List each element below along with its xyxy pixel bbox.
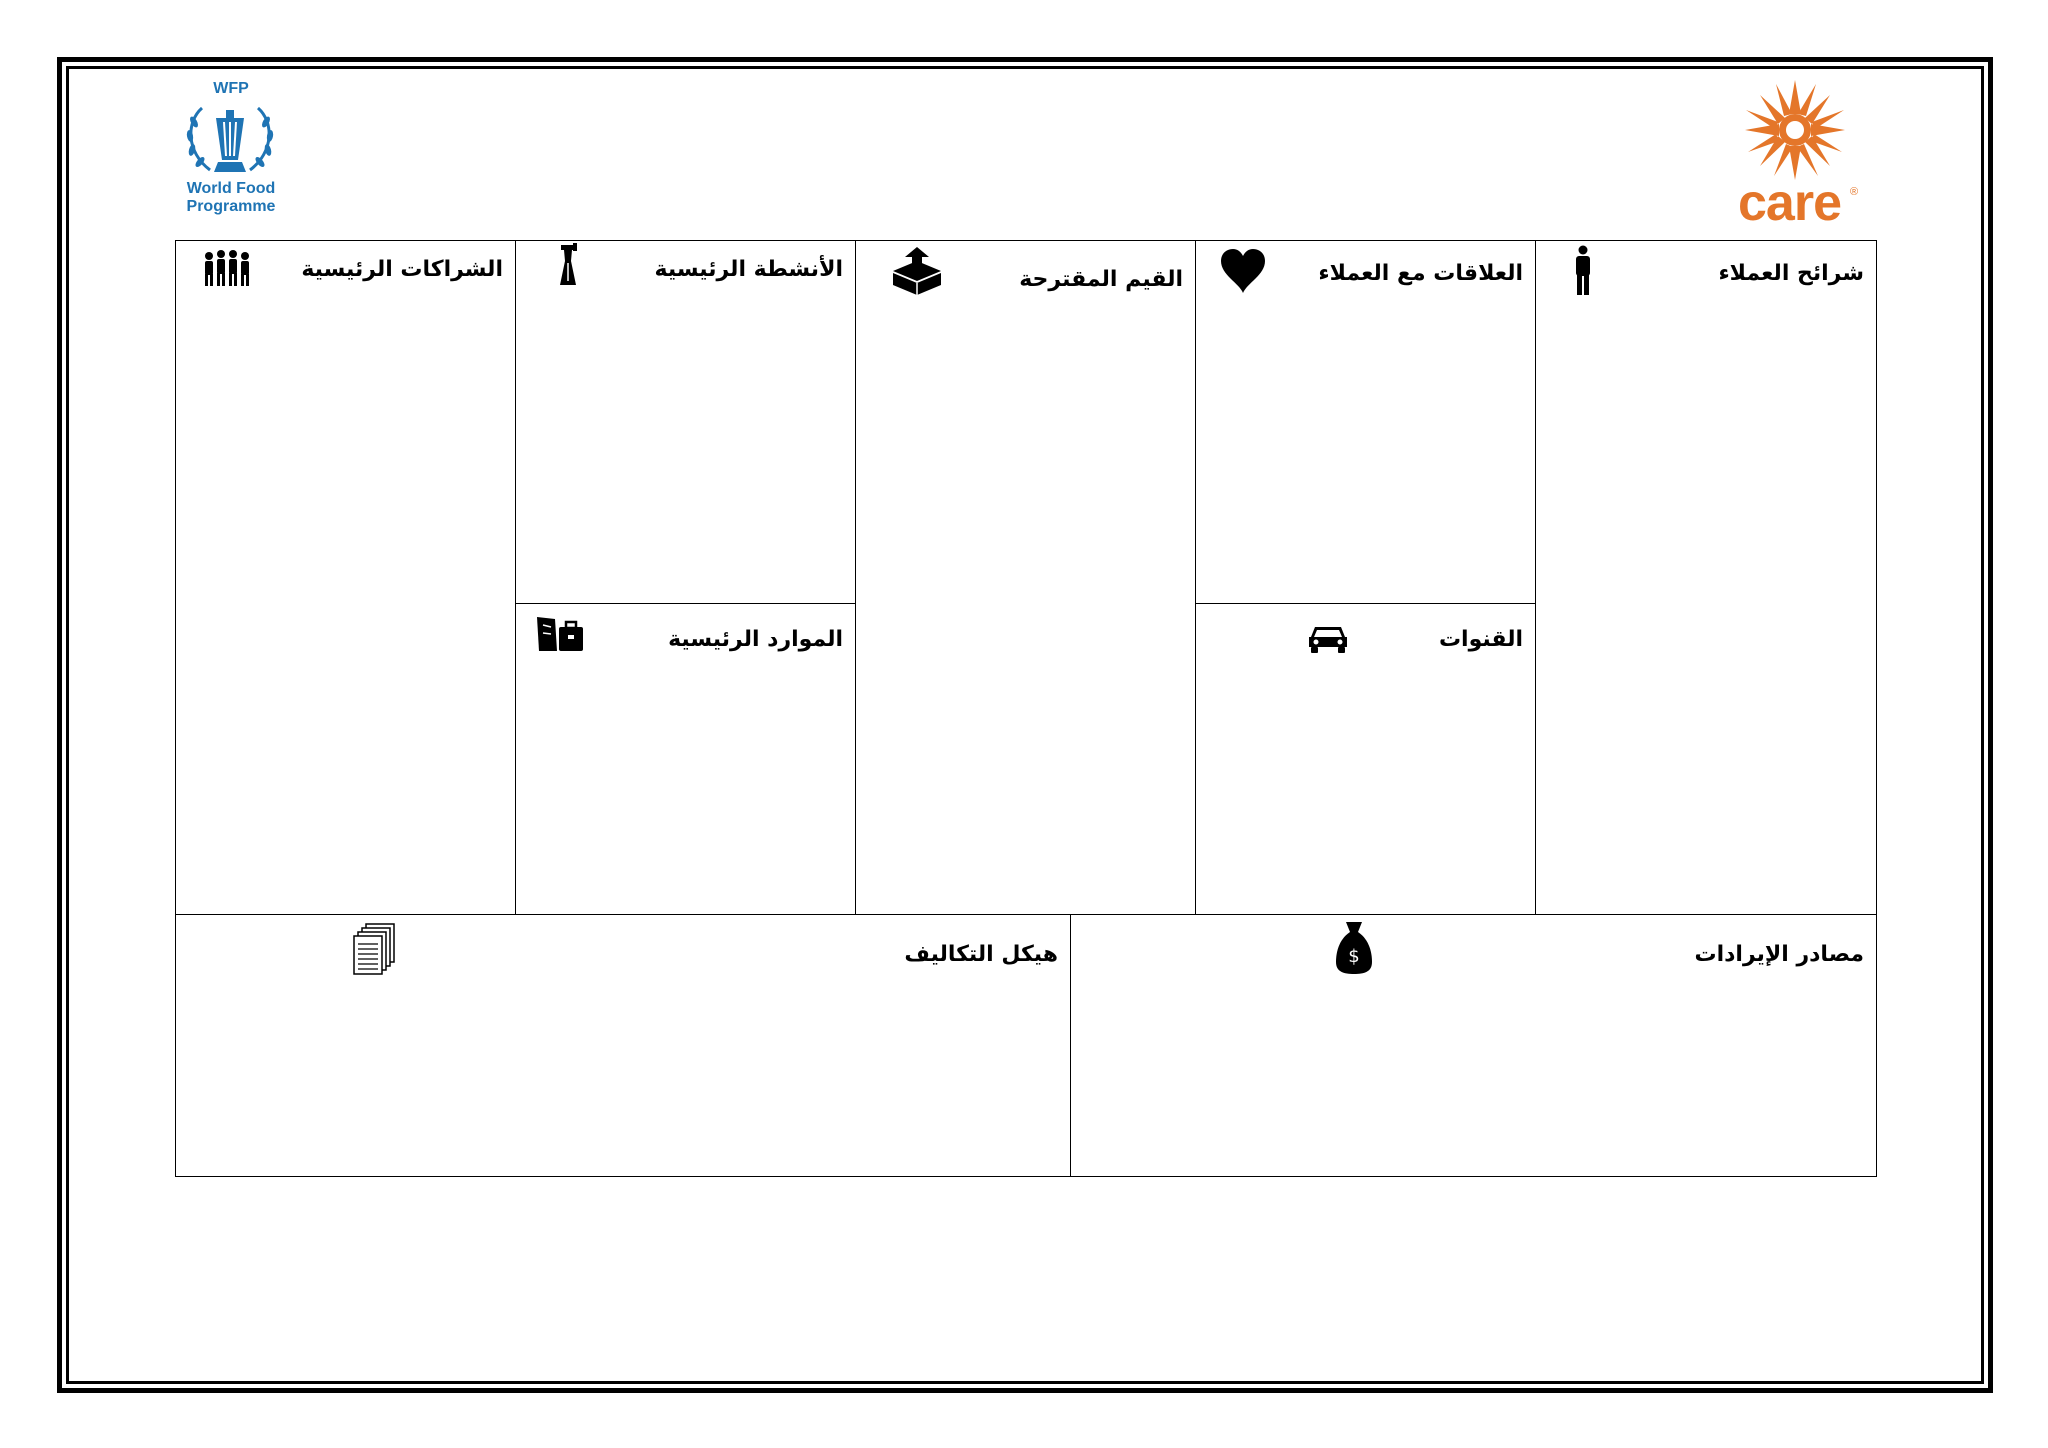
channels-title: القنوات xyxy=(1438,627,1523,652)
business-model-canvas xyxy=(175,240,1877,1177)
cell-revenue-streams[interactable] xyxy=(1070,914,1876,1176)
wfp-emblem-icon xyxy=(180,100,280,180)
care-registered-mark: ® xyxy=(1850,186,1859,198)
wfp-logo xyxy=(172,80,290,222)
cost-structure-title: هيكل التكاليف xyxy=(904,942,1058,967)
cell-key-resources[interactable] xyxy=(515,603,855,914)
cell-channels[interactable] xyxy=(1195,603,1535,914)
money-bag-icon xyxy=(1334,920,1374,976)
cell-value-propositions[interactable] xyxy=(855,241,1195,914)
care-burst-icon xyxy=(1740,78,1850,183)
customer-segments-title: شرائح العملاء xyxy=(1718,261,1864,286)
wfp-acronym: WFP xyxy=(213,80,249,97)
care-wordmark: care xyxy=(1738,174,1841,232)
tools-icon xyxy=(557,243,581,289)
key-activities-title: الأنشطة الرئيسية xyxy=(654,257,843,282)
key-resources-title: الموارد الرئيسية xyxy=(668,627,843,652)
people-group-icon xyxy=(202,249,252,289)
customer-relationships-title: العلاقات مع العملاء xyxy=(1318,261,1523,286)
cell-key-activities[interactable] xyxy=(515,241,855,603)
value-propositions-title: القيم المقترحة xyxy=(1019,267,1183,292)
revenue-streams-title: مصادر الإيرادات xyxy=(1694,942,1864,967)
resources-icon xyxy=(535,613,585,653)
cell-customer-relationships[interactable] xyxy=(1195,241,1535,603)
documents-icon xyxy=(352,922,398,978)
cell-key-partners[interactable] xyxy=(176,241,515,914)
gift-box-icon xyxy=(889,247,945,297)
truck-icon xyxy=(1307,623,1349,655)
cell-cost-structure[interactable] xyxy=(176,914,1070,1176)
heart-icon xyxy=(1219,247,1267,295)
key-partners-title: الشراكات الرئيسية xyxy=(301,257,503,282)
svg-text:$: $ xyxy=(1348,946,1360,967)
wfp-name-line1: World Food xyxy=(186,180,276,197)
wfp-name-line2: Programme xyxy=(186,198,276,215)
care-logo xyxy=(1738,78,1858,230)
person-icon xyxy=(1573,245,1593,297)
cell-customer-segments[interactable] xyxy=(1535,241,1876,914)
